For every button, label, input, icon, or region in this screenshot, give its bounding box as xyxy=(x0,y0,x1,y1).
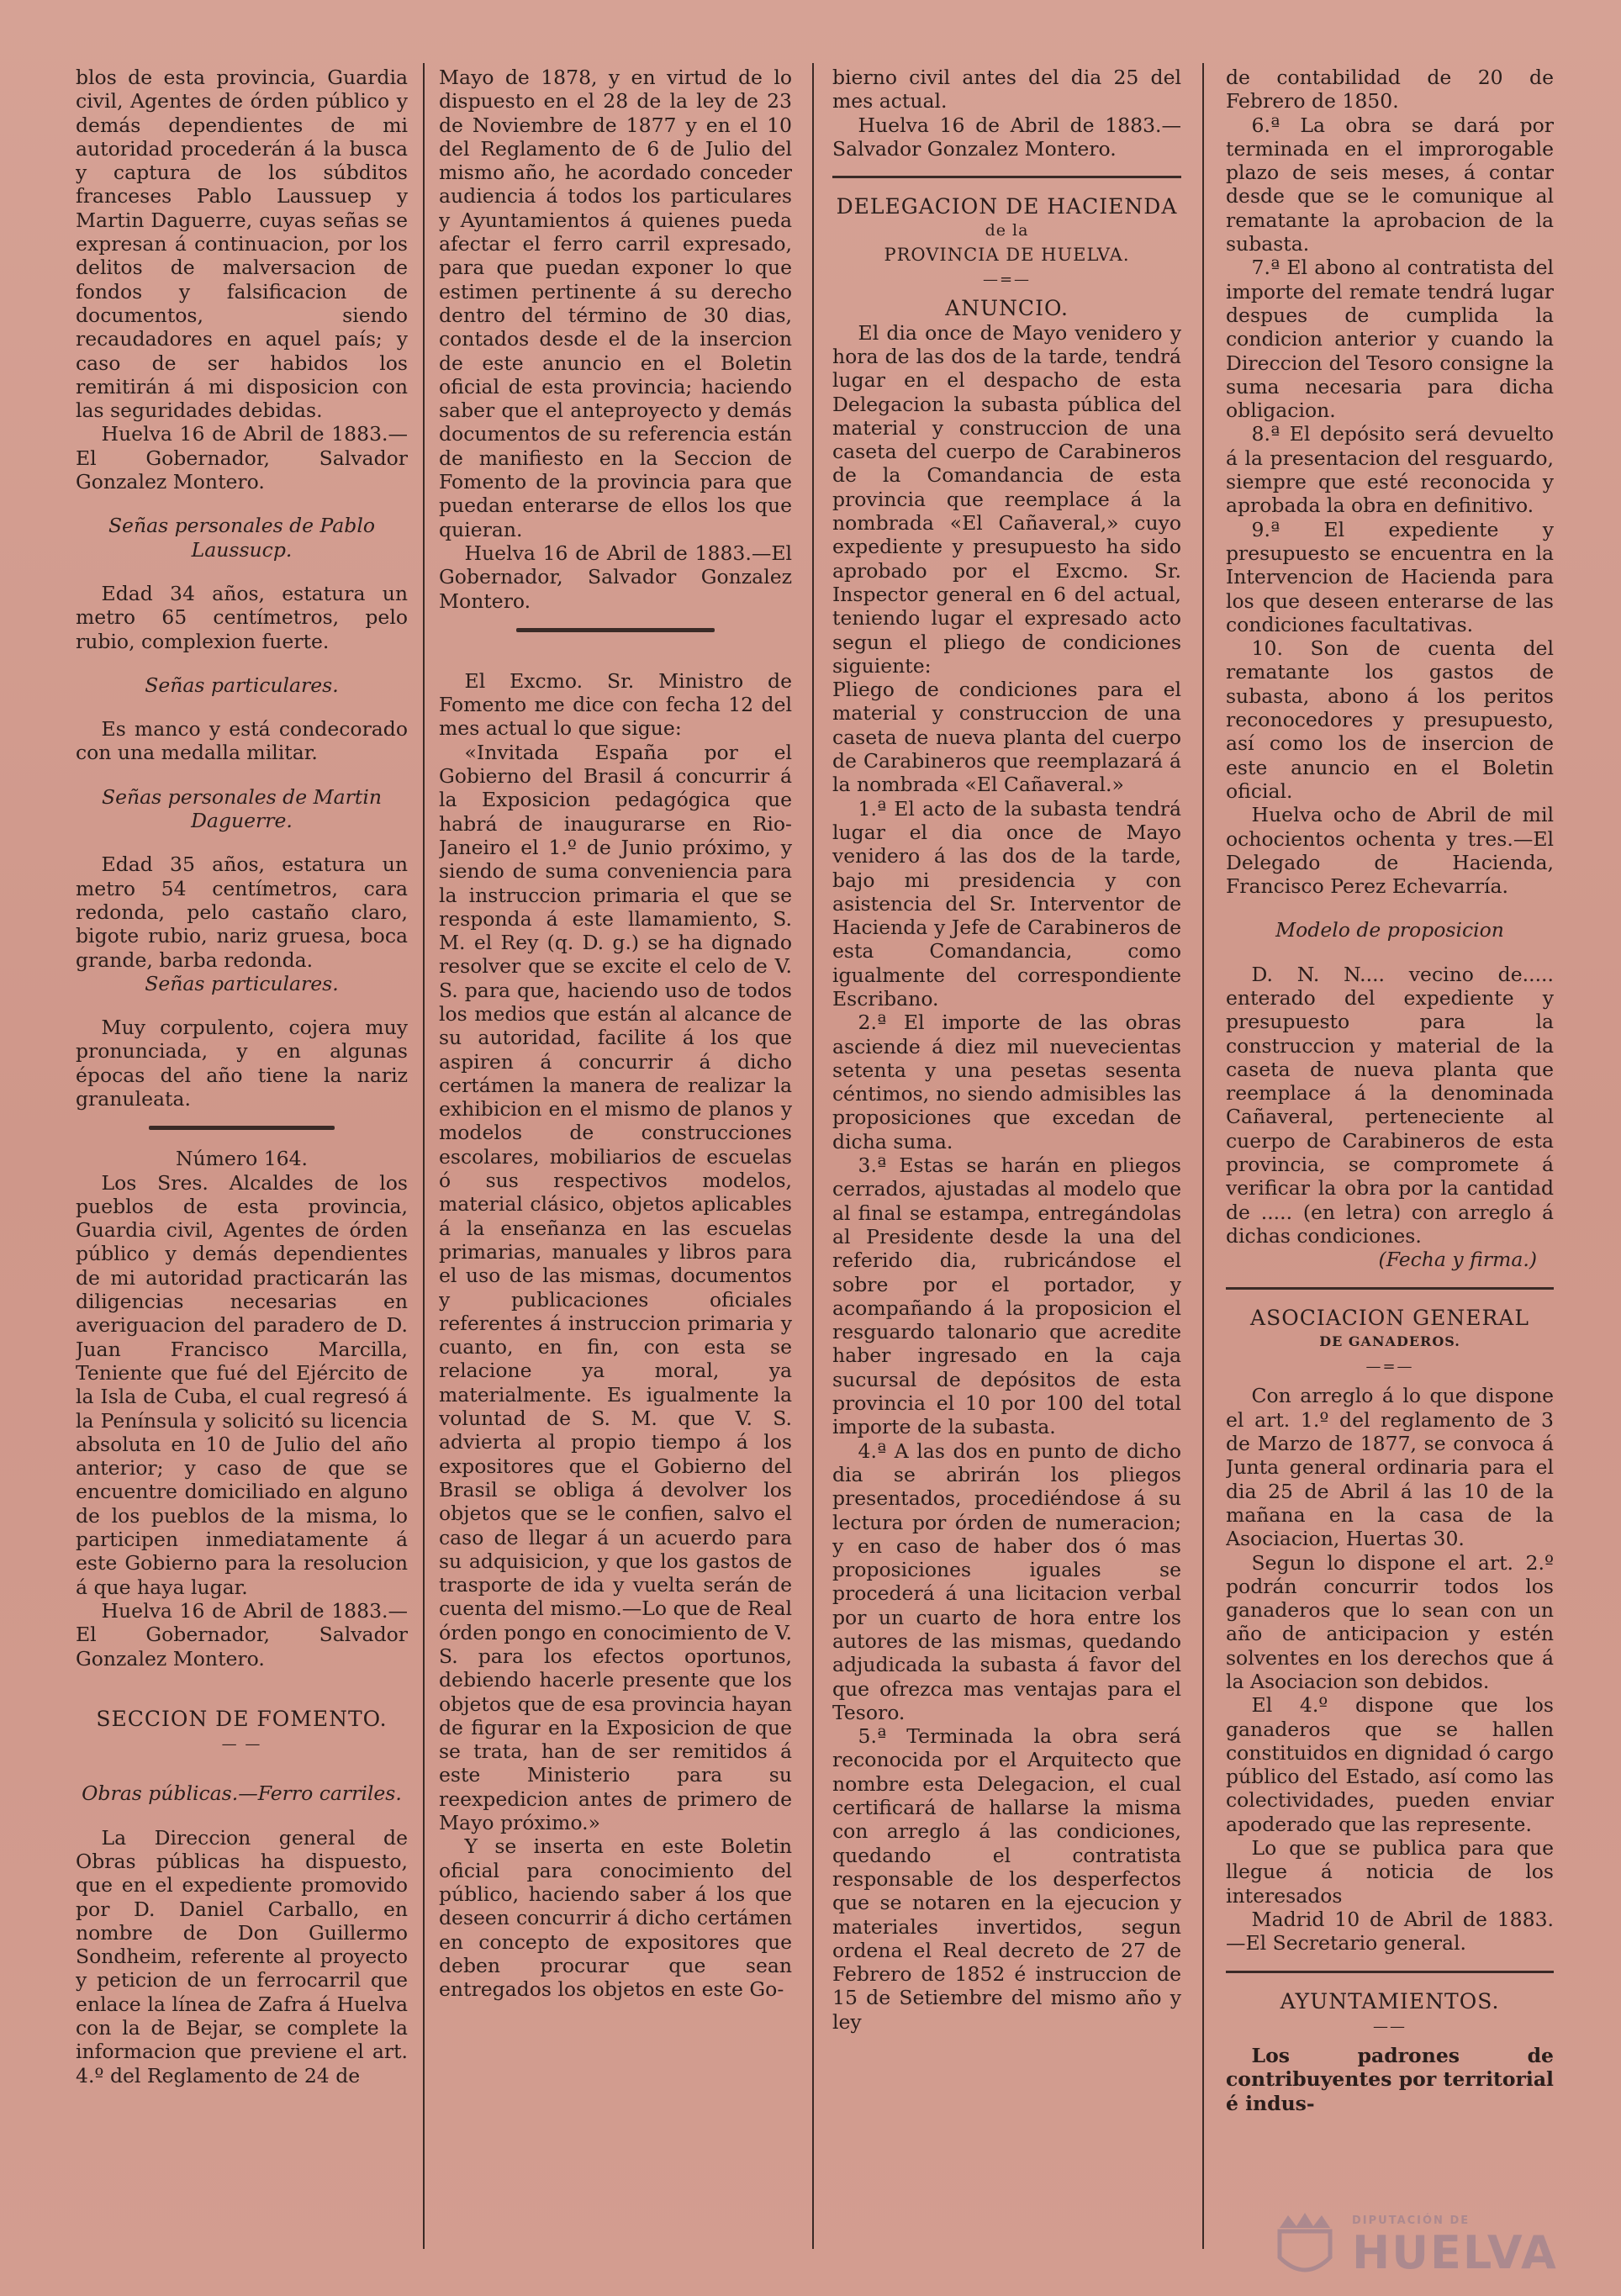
divider xyxy=(1226,1971,1554,1973)
paragraph: La Direccion general de Obras públicas ha dispuesto, que en el expediente promovido por D. Daniel Carballo, en nombre de Don Guillermo Sondheim, referente al proyecto y peticion de un ferrocarril que enlace la línea de Zafra á Huelva con la de Bejar, se complete la informacion que previene el art. 4.º del Reglamento de 24 de xyxy=(76,1825,408,2088)
divider xyxy=(149,1126,335,1130)
section-heading: Señas particulares. xyxy=(145,673,339,697)
paragraph: de contabilidad de 20 de Febrero de 1850. xyxy=(1226,66,1554,113)
paragraph: Edad 34 años, estatura un metro 65 centímetros, pelo rubio, complexion fuerte. xyxy=(76,581,408,653)
column-rule xyxy=(812,63,814,2249)
section-title: SECCION DE FOMENTO. xyxy=(96,1706,388,1731)
condition-item: 6.ª La obra se dará por terminada en el improrogable plazo de seis meses, á contar desde que se le comunique al rematante la aprobacion de la subasta. xyxy=(1226,113,1554,256)
condition-item: 2.ª El importe de las obras asciende á diez mil nuevecientas setenta y una pesetas sesenta céntimos, no siendo admisibles las proposiciones que excedan de dicha suma. xyxy=(832,1011,1181,1153)
column-4 xyxy=(1226,66,1554,2251)
signature: Huelva 16 de Abril de 1883.—El Gobernador, Salvador Gonzalez Montero. xyxy=(76,1598,408,1671)
divider xyxy=(1226,1287,1554,1290)
paragraph: Y se inserta en este Boletin oficial para conocimiento del público, haciendo saber á los que deseen concurrir á dicho certámen en concepto de expositores que deben procurar que sean entregados los objetos en este Go- xyxy=(439,1834,792,2002)
column-3 xyxy=(832,66,1181,2251)
paragraph: Lo que se publica para que llegue á noticia de los interesados xyxy=(1226,1836,1554,1908)
section-title: DELEGACION DE HACIENDA xyxy=(836,194,1178,219)
paragraph: bierno civil antes del dia 25 del mes actual. xyxy=(832,66,1181,113)
watermark-logo xyxy=(1271,2211,1574,2283)
ornament: —=— xyxy=(1365,1358,1414,1376)
section-heading: Señas personales de Martin Daguerre. xyxy=(102,784,382,833)
divider xyxy=(516,628,714,632)
column-rule xyxy=(423,63,425,2249)
condition-item: 8.ª El depósito será devuelto á la presentacion del resguardo, siempre que esté reconocida y aprobada la obra en definitivo. xyxy=(1226,422,1554,518)
signature: Madrid 10 de Abril de 1883.—El Secretario general. xyxy=(1226,1907,1554,1956)
condition-item: 5.ª Terminada la obra será reconocida por el Arquitecto que nombre esta Delegacion, el cual certificará de hallarse la misma con arreglo á las condiciones, quedando el contratista responsable de los desperfectos que se notaren en la ejecucion y materiales invertidos, segun ordena el Real decreto de 27 de Febrero de 1852 é instruccion de 15 de Setiembre del mismo año y ley xyxy=(832,1724,1181,2034)
condition-item: 7.ª El abono al contratista del importe del remate tendrá lugar despues de cumplida la condicion anterior y cuando la Direccion del Tesoro consigne la suma necesaria para dicha obligacion. xyxy=(1226,256,1554,423)
paragraph: Edad 35 años, estatura un metro 54 centímetros, cara redonda, pelo castaño claro, bigote rubio, nariz gruesa, boca grande, barba redonda. xyxy=(76,852,408,972)
section-title: PROVINCIA DE HUELVA. xyxy=(884,244,1130,265)
condition-item: 1.ª El acto de la subasta tendrá lugar el dia once de Mayo venidero á las dos de la tarde, bajo mi presidencia y con asistencia del Sr. Interventor de Hacienda y Jefe de Carabineros de esta Comandancia, como igualmente del correspondiente Escribano. xyxy=(832,796,1181,1011)
signature: Huelva 16 de Abril de 1883.—Salvador Gonzalez Montero. xyxy=(832,113,1181,161)
divider xyxy=(832,176,1181,178)
condition-item: 9.ª El expediente y presupuesto se encuentra en la Intervencion de Hacienda para los que deseen enterarse de las condiciones facultativas. xyxy=(1226,517,1554,636)
logo-wordmark: HUELVA xyxy=(1352,2226,1558,2279)
paragraph: Los padrones de contribuyentes por territorial é indus- xyxy=(1226,2044,1554,2115)
item-number: Número 164. xyxy=(175,1147,309,1171)
section-title-small: DE GANADEROS. xyxy=(1319,1333,1460,1349)
column-rule xyxy=(1202,63,1204,2249)
condition-item: 10. Son de cuenta del rematante los gastos de subasta, abono á los peritos reconocedores y presupuesto, así como los de insercion de este anuncio en el Boletin oficial. xyxy=(1226,636,1554,803)
signature: Huelva 16 de Abril de 1883.—El Gobernador, Salvador Gonzalez Montero. xyxy=(439,541,792,613)
paragraph: El Excmo. Sr. Ministro de Fomento me dice con fecha 12 del mes actual lo que sigue: xyxy=(439,668,792,741)
paragraph: Es manco y está condecorado con una medalla militar. xyxy=(76,717,408,765)
logo-caption: DIPUTACIÓN DE xyxy=(1352,2214,1471,2227)
paragraph: D. N. N.... vecino de..... enterado del expediente y presupuesto para la construccion y material de la caseta de nueva planta que reemplace á la denominada Cañaveral, perteneciente al cuerpo de Carabineros de esta provincia, se compromete á verificar la obra por la cantidad de ..... (en letra) con arreglo á dichas condiciones. xyxy=(1226,962,1554,1248)
announcement-title: ANUNCIO. xyxy=(945,296,1069,321)
condition-item: 3.ª Estas se harán en pliegos cerrados, ajustadas al modelo que al final se estampa, entregándolas al Presidente desde la una del referido dia, rubricándose el sobre por el portador, y acompañando á la proposicion el resguardo talonario que acredite haber ingresado en la caja sucursal de depósitos de esta provincia el 10 por 100 del total importe de la subasta. xyxy=(832,1153,1181,1439)
section-heading: Señas particulares. xyxy=(145,971,339,995)
column-2 xyxy=(439,66,792,2251)
paragraph: Muy corpulento, cojera muy pronunciada, y en algunas épocas del año tiene la nariz granuleata. xyxy=(76,1016,408,1111)
paragraph: Con arreglo á lo que dispone el art. 1.º del reglamento de 3 de Marzo de 1877, se convoca á Junta general ordinaria para el dia 25 de Abril á las 10 de la mañana en la casa de la Asociacion, Huertas 30. xyxy=(1226,1384,1554,1551)
paragraph: El dia once de Mayo venidero y hora de las dos de la tarde, tendrá lugar en el despacho de esta Delegacion la subasta pública del material y construccion de una caseta del cuerpo de Carabineros de la Comandancia de esta provincia que reemplace á la nombrada «El Cañaveral,» cuyo expediente y presupuesto ha sido aprobado por el Excmo. Sr. Inspector general en 6 del actual, teniendo lugar el expresado acto segun el pliego de condiciones siguiente: xyxy=(832,320,1181,678)
ornament: —=— xyxy=(982,271,1032,289)
crown-shield-icon xyxy=(1271,2211,1339,2283)
paragraph: Los Sres. Alcaldes de los pueblos de esta provincia, Guardia civil, Agentes de órden público y demás dependientes de mi autoridad practicarán las diligencias necesarias en averiguacion del paradero de D. Juan Francisco Marcilla, Teniente que fué del Ejército de la Isla de Cuba, el cual regresó á la Península y solicitó su licencia absoluta en 10 de Julio del año anterior; y caso de que se encuentre domiciliado en alguno de los pueblos de la misma, lo participen inmediatamente á este Gobierno para la resolucion á que haya lugar. xyxy=(76,1170,408,1599)
ornament: — — xyxy=(221,1735,262,1754)
section-title-small: de la xyxy=(985,221,1029,240)
paragraph: Mayo de 1878, y en virtud de lo dispuesto en el 28 de la ley de 23 de Noviembre de 1877 y en el 10 del Reglamento de 6 de Julio del mismo año, he acordado conceder audiencia á todos los particulares y Ayuntamientos á quienes pueda afectar el ferro carril expresado, para que puedan exponer lo que estimen pertinente á su derecho dentro del término de 30 dias, contados desde el de la insercion de este anuncio en el Boletin oficial de esta provincia; haciendo saber que el anteproyecto y demás documentos de su referencia están de manifiesto en la Seccion de Fomento de la provincia para que puedan enterarse de ellos los que quieran. xyxy=(439,66,792,541)
section-title: ASOCIACION GENERAL xyxy=(1250,1305,1529,1330)
paragraph: El 4.º dispone que los ganaderos que se hallen constituidos en dignidad ó cargo público del Estado, así como las colectividades, pueden enviar apoderado que las represente. xyxy=(1226,1693,1554,1836)
section-title: AYUNTAMIENTOS. xyxy=(1280,1988,1500,2014)
signature: Huelva ocho de Abril de mil ochocientos ochenta y tres.—El Delegado de Hacienda, Francisco Perez Echevarría. xyxy=(1226,803,1554,899)
paragraph: blos de esta provincia, Guardia civil, Agentes de órden público y demás dependientes de mi autoridad procederán á la busca y captura de los súbditos franceses Pablo Laussuep y Martin Daguerre, cuyas señas se expresan á continuacion, por los delitos de malversacion de fondos y falsificacion de documentos, siendo recaudadores en aquel país; y caso de ser habidos los remitirán á mi disposicion con las seguridades debidas. xyxy=(76,66,408,423)
column-1 xyxy=(76,66,408,2251)
signature: Huelva 16 de Abril de 1883.—El Gobernador, Salvador Gonzalez Montero. xyxy=(76,422,408,494)
paragraph: Pliego de condiciones para el material y construccion de una caseta de nueva planta del cuerpo de Carabineros que reemplazará á la nombrada «El Cañaveral.» xyxy=(832,678,1181,797)
paragraph: Segun lo dispone el art. 2.º podrán concurrir todos los ganaderos que lo sean con un año de anticipacion y estén solventes en los derechos que á la Asociacion son debidos. xyxy=(1226,1550,1554,1693)
paragraph: «Invitada España por el Gobierno del Brasil á concurrir á la Exposicion pedagógica que habrá de inaugurarse en Rio-Janeiro el 1.º de Junio próximo, y siendo de suma conveniencia para la instruccion primaria el que se responda á este llamamiento, S. M. el Rey (q. D. g.) se ha dignado resolver que se excite el celo de V. S. para que, haciendo uso de todos los medios que están al alcance de su autoridad, facilite á los que aspiren á concurrir á dicho certámen la manera de realizar la exhibicion en el mismo de planos y modelos de construcciones escolares, mobiliarios de escuelas ó sus respectivos modelos, material clásico, objetos aplicables á la enseñanza en las escuelas primarias, manuales y libros para el uso de las mismas, documentos y publicaciones oficiales referentes á instruccion primaria y cuanto, en fin, con esta se relacione ya moral, ya materialmente. Es igualmente la voluntad de S. M. que V. S. advierta al propio tiempo á los expositores que el Gobierno del Brasil se obliga á devolver los objetos que se le confien, salvo el caso de llegar á un acuerdo para su adquisicion, y que los gastos de trasporte de ida y vuelta serán de cuenta del mismo.—Lo que de Real órden pongo en conocimiento de V. S. para los efectos oportunos, debiendo hacerle presente que los objetos que de esa provincia hayan de figurar en la Exposicion de que se trata, han de ser remitidos á este Ministerio para su reexpedicion antes de primero de Mayo próximo.» xyxy=(439,740,792,1835)
section-subtitle: Obras públicas.—Ferro carriles. xyxy=(82,1781,402,1806)
section-heading: Modelo de proposicion xyxy=(1275,918,1504,942)
section-heading: Señas personales de Pablo Laussucp. xyxy=(108,514,376,562)
signature-placeholder: (Fecha y firma.) xyxy=(1378,1248,1537,1272)
condition-item: 4.ª A las dos en punto de dicho dia se abrirán los pliegos presentados, procediéndose á su lectura por órden de numeracion; y en caso de haber dos ó mas proposiciones iguales se procederá á una licitacion verbal por un cuarto de hora entre los autores de las mismas, quedando adjudicada la subasta á favor del que ofrezca mas ventajas para el Tesoro. xyxy=(832,1438,1181,1724)
ornament: —— xyxy=(1373,2017,1407,2035)
